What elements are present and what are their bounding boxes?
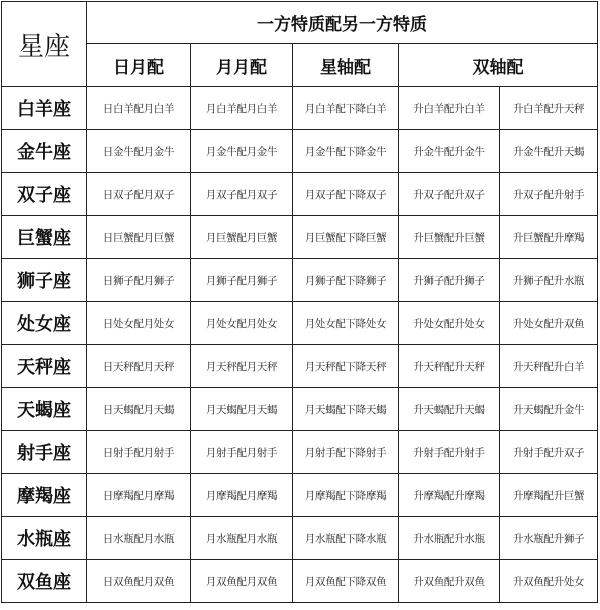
pairing-cell: 月天蝎配月天蝎 <box>191 388 293 431</box>
column-header: 日月配 <box>87 44 191 87</box>
sign-label: 射手座 <box>2 431 87 474</box>
sign-label: 天蝎座 <box>2 388 87 431</box>
table-row <box>2 560 598 603</box>
pairing-cell: 升天蝎配升金牛 <box>500 388 598 431</box>
group-header: 一方特质配另一方特质 <box>87 2 598 44</box>
pairing-cell: 升金牛配升金牛 <box>399 130 500 173</box>
pairing-cell: 月天蝎配下降天蝎 <box>293 388 399 431</box>
pairing-cell: 月射手配月射手 <box>191 431 293 474</box>
pairing-cell: 日摩羯配月摩羯 <box>87 474 191 517</box>
sign-label: 水瓶座 <box>2 517 87 560</box>
pairing-cell: 升摩羯配升摩羯 <box>399 474 500 517</box>
pairing-cell: 升天秤配升天秤 <box>399 345 500 388</box>
pairing-cell: 月摩羯配下降摩羯 <box>293 474 399 517</box>
table-row <box>2 431 598 474</box>
header-row-2 <box>2 44 598 87</box>
header-row-1 <box>2 2 598 44</box>
sign-label: 狮子座 <box>2 259 87 302</box>
pairing-cell: 日处女配月处女 <box>87 302 191 345</box>
pairing-cell: 升狮子配升狮子 <box>399 259 500 302</box>
pairing-cell: 月水瓶配下降水瓶 <box>293 517 399 560</box>
constellation-pairing-table <box>1 1 598 603</box>
pairing-cell: 月天秤配月天秤 <box>191 345 293 388</box>
pairing-cell: 升双子配升双子 <box>399 173 500 216</box>
table-row <box>2 259 598 302</box>
pairing-cell: 月狮子配下降狮子 <box>293 259 399 302</box>
pairing-cell: 日天秤配月天秤 <box>87 345 191 388</box>
table-body <box>2 87 598 603</box>
pairing-cell: 升射手配升双子 <box>500 431 598 474</box>
pairing-cell: 升双鱼配升双鱼 <box>399 560 500 603</box>
table-row <box>2 87 598 130</box>
pairing-cell: 日双子配月双子 <box>87 173 191 216</box>
pairing-cell: 月金牛配下降金牛 <box>293 130 399 173</box>
column-header: 月月配 <box>191 44 293 87</box>
sign-label: 巨蟹座 <box>2 216 87 259</box>
pairing-cell: 日金牛配月金牛 <box>87 130 191 173</box>
pairing-cell: 月天秤配下降天秤 <box>293 345 399 388</box>
pairing-cell: 月水瓶配月水瓶 <box>191 517 293 560</box>
pairing-cell: 日天蝎配月天蝎 <box>87 388 191 431</box>
table-row <box>2 216 598 259</box>
pairing-cell: 月白羊配月白羊 <box>191 87 293 130</box>
pairing-cell: 升白羊配升白羊 <box>399 87 500 130</box>
pairing-cell: 月双子配下降双子 <box>293 173 399 216</box>
table-row <box>2 388 598 431</box>
pairing-cell: 日狮子配月狮子 <box>87 259 191 302</box>
sign-label: 白羊座 <box>2 87 87 130</box>
pairing-cell: 升白羊配升天秤 <box>500 87 598 130</box>
table-row <box>2 302 598 345</box>
pairing-cell: 升水瓶配升水瓶 <box>399 517 500 560</box>
pairing-cell: 日水瓶配月水瓶 <box>87 517 191 560</box>
pairing-cell: 月狮子配月狮子 <box>191 259 293 302</box>
pairing-cell: 升巨蟹配升摩羯 <box>500 216 598 259</box>
pairing-cell: 月射手配下降射手 <box>293 431 399 474</box>
pairing-cell: 升水瓶配升狮子 <box>500 517 598 560</box>
pairing-cell: 升天蝎配升天蝎 <box>399 388 500 431</box>
pairing-cell: 月双子配月双子 <box>191 173 293 216</box>
pairing-cell: 升摩羯配升巨蟹 <box>500 474 598 517</box>
sign-label: 处女座 <box>2 302 87 345</box>
pairing-cell: 月摩羯配月摩羯 <box>191 474 293 517</box>
pairing-cell: 月处女配月处女 <box>191 302 293 345</box>
pairing-cell: 月白羊配下降白羊 <box>293 87 399 130</box>
sign-label: 天秤座 <box>2 345 87 388</box>
sign-label: 双子座 <box>2 173 87 216</box>
table-row <box>2 130 598 173</box>
table-row <box>2 345 598 388</box>
corner-header: 星座 <box>2 2 87 87</box>
column-header: 星轴配 <box>293 44 399 87</box>
pairing-cell: 日巨蟹配月巨蟹 <box>87 216 191 259</box>
pairing-cell: 升金牛配升天蝎 <box>500 130 598 173</box>
pairing-cell: 月金牛配月金牛 <box>191 130 293 173</box>
pairing-cell: 升射手配升射手 <box>399 431 500 474</box>
column-header: 双轴配 <box>399 44 598 87</box>
pairing-cell: 日双鱼配月双鱼 <box>87 560 191 603</box>
pairing-cell: 升双鱼配升处女 <box>500 560 598 603</box>
pairing-cell: 升处女配升处女 <box>399 302 500 345</box>
pairing-cell: 升天秤配升白羊 <box>500 345 598 388</box>
pairing-cell: 月处女配下降处女 <box>293 302 399 345</box>
pairing-cell: 升处女配升双鱼 <box>500 302 598 345</box>
pairing-cell: 升双子配升射手 <box>500 173 598 216</box>
sign-label: 摩羯座 <box>2 474 87 517</box>
pairing-cell: 月巨蟹配月巨蟹 <box>191 216 293 259</box>
table-row <box>2 173 598 216</box>
pairing-cell: 升狮子配升水瓶 <box>500 259 598 302</box>
pairing-cell: 升巨蟹配升巨蟹 <box>399 216 500 259</box>
table-row <box>2 474 598 517</box>
table-row <box>2 517 598 560</box>
sign-label: 金牛座 <box>2 130 87 173</box>
pairing-cell: 日白羊配月白羊 <box>87 87 191 130</box>
pairing-cell: 日射手配月射手 <box>87 431 191 474</box>
sign-label: 双鱼座 <box>2 560 87 603</box>
pairing-cell: 月巨蟹配下降巨蟹 <box>293 216 399 259</box>
pairing-cell: 月双鱼配下降双鱼 <box>293 560 399 603</box>
pairing-cell: 月双鱼配月双鱼 <box>191 560 293 603</box>
